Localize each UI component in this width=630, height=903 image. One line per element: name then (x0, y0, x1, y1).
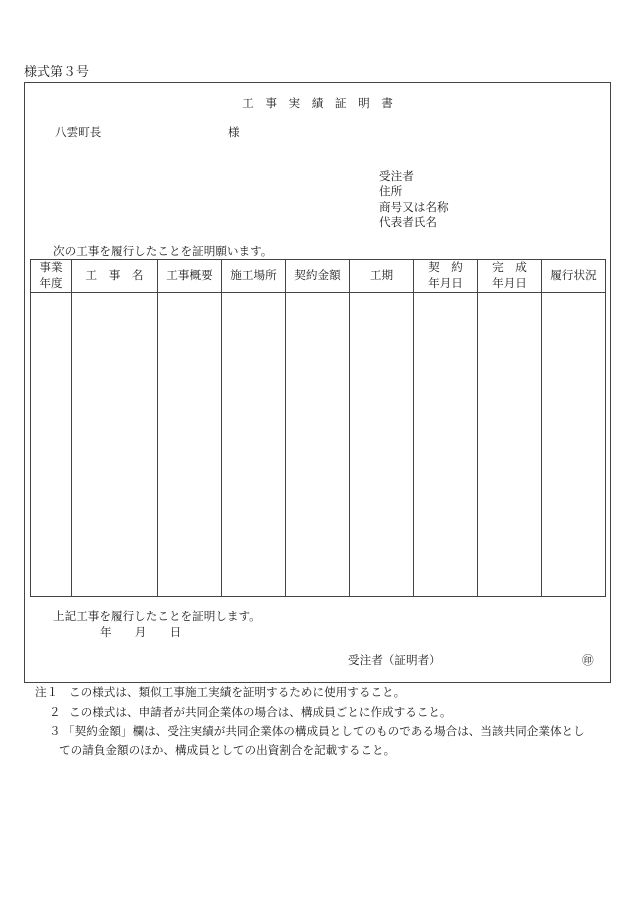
table-cell (414, 293, 478, 597)
contractor-label: 受注者 (379, 170, 414, 183)
table-header-work-location (222, 260, 286, 293)
header-line: 工期 (369, 269, 394, 282)
table-header-work-name (72, 260, 158, 293)
table-header-contract-amount (286, 260, 350, 293)
table-header-row (31, 260, 606, 293)
header-line: 履行状況 (550, 269, 597, 282)
addressee-honorific: 様 (228, 126, 240, 139)
contractor-representative-label: 代表者氏名 (379, 216, 437, 230)
certification-text: 上記工事を履行したことを証明します。 (53, 610, 261, 623)
table-cell (158, 293, 222, 597)
table-cell (222, 293, 286, 597)
header-line: 完 成 (492, 261, 527, 274)
seal-mark: ㊞ (582, 654, 594, 667)
header-line: 契約金額 (294, 269, 341, 282)
table-header-fiscal-year (31, 260, 72, 293)
note-marker: ３ (49, 725, 61, 738)
table-cell (31, 293, 72, 597)
contractor-address-label: 住所 (379, 185, 403, 199)
table-cell (542, 293, 606, 597)
header-line: 契 約 (428, 261, 463, 274)
table-header-completion-date (478, 260, 542, 293)
certifier-label: 受注者（証明者） (348, 654, 441, 667)
header-line: 工事概要 (166, 269, 213, 282)
table-header-work-summary (158, 260, 222, 293)
note-marker: 注１ (35, 686, 59, 699)
note-text: この様式は、類似工事施工実績を証明するために使用すること。 (69, 686, 406, 699)
request-text: 次の工事を履行したことを証明願います。 (53, 245, 273, 258)
header-line: 年度 (39, 277, 63, 290)
table-body-row (31, 293, 606, 597)
table-header-contract-date (414, 260, 478, 293)
header-line: 工 事 名 (85, 269, 144, 282)
header-line: 年月日 (428, 277, 463, 290)
header-line: 施工場所 (230, 269, 277, 282)
note-text: 「契約金額」欄は、受注実績が共同企業体の構成員としてのものである場合は、当該共同企業体とし (63, 725, 585, 738)
table-cell (286, 293, 350, 597)
certificate-frame (24, 82, 611, 683)
table-header-work-period (350, 260, 414, 293)
table-cell (72, 293, 158, 597)
header-line: 年月日 (492, 277, 527, 290)
table-cell (478, 293, 542, 597)
addressee-name: 八雲町長 (55, 126, 102, 139)
contractor-block (379, 169, 449, 231)
date-line: 年 月 日 (100, 626, 182, 639)
table-header-performance-status (542, 260, 606, 293)
table-cell (350, 293, 414, 597)
note-marker: ２ (49, 706, 61, 719)
header-line: 事業 (39, 261, 63, 274)
contractor-company-name-label: 商号又は名称 (379, 200, 449, 214)
note-text: ての請負金額のほか、構成員としての出資割合を記載すること。 (59, 744, 396, 757)
form-number: 様式第３号 (24, 64, 90, 79)
work-records-table (30, 259, 606, 597)
document-title: 工 事 実 績 証 明 書 (242, 97, 393, 110)
note-text: この様式は、申請者が共同企業体の場合は、構成員ごとに作成すること。 (69, 706, 452, 719)
